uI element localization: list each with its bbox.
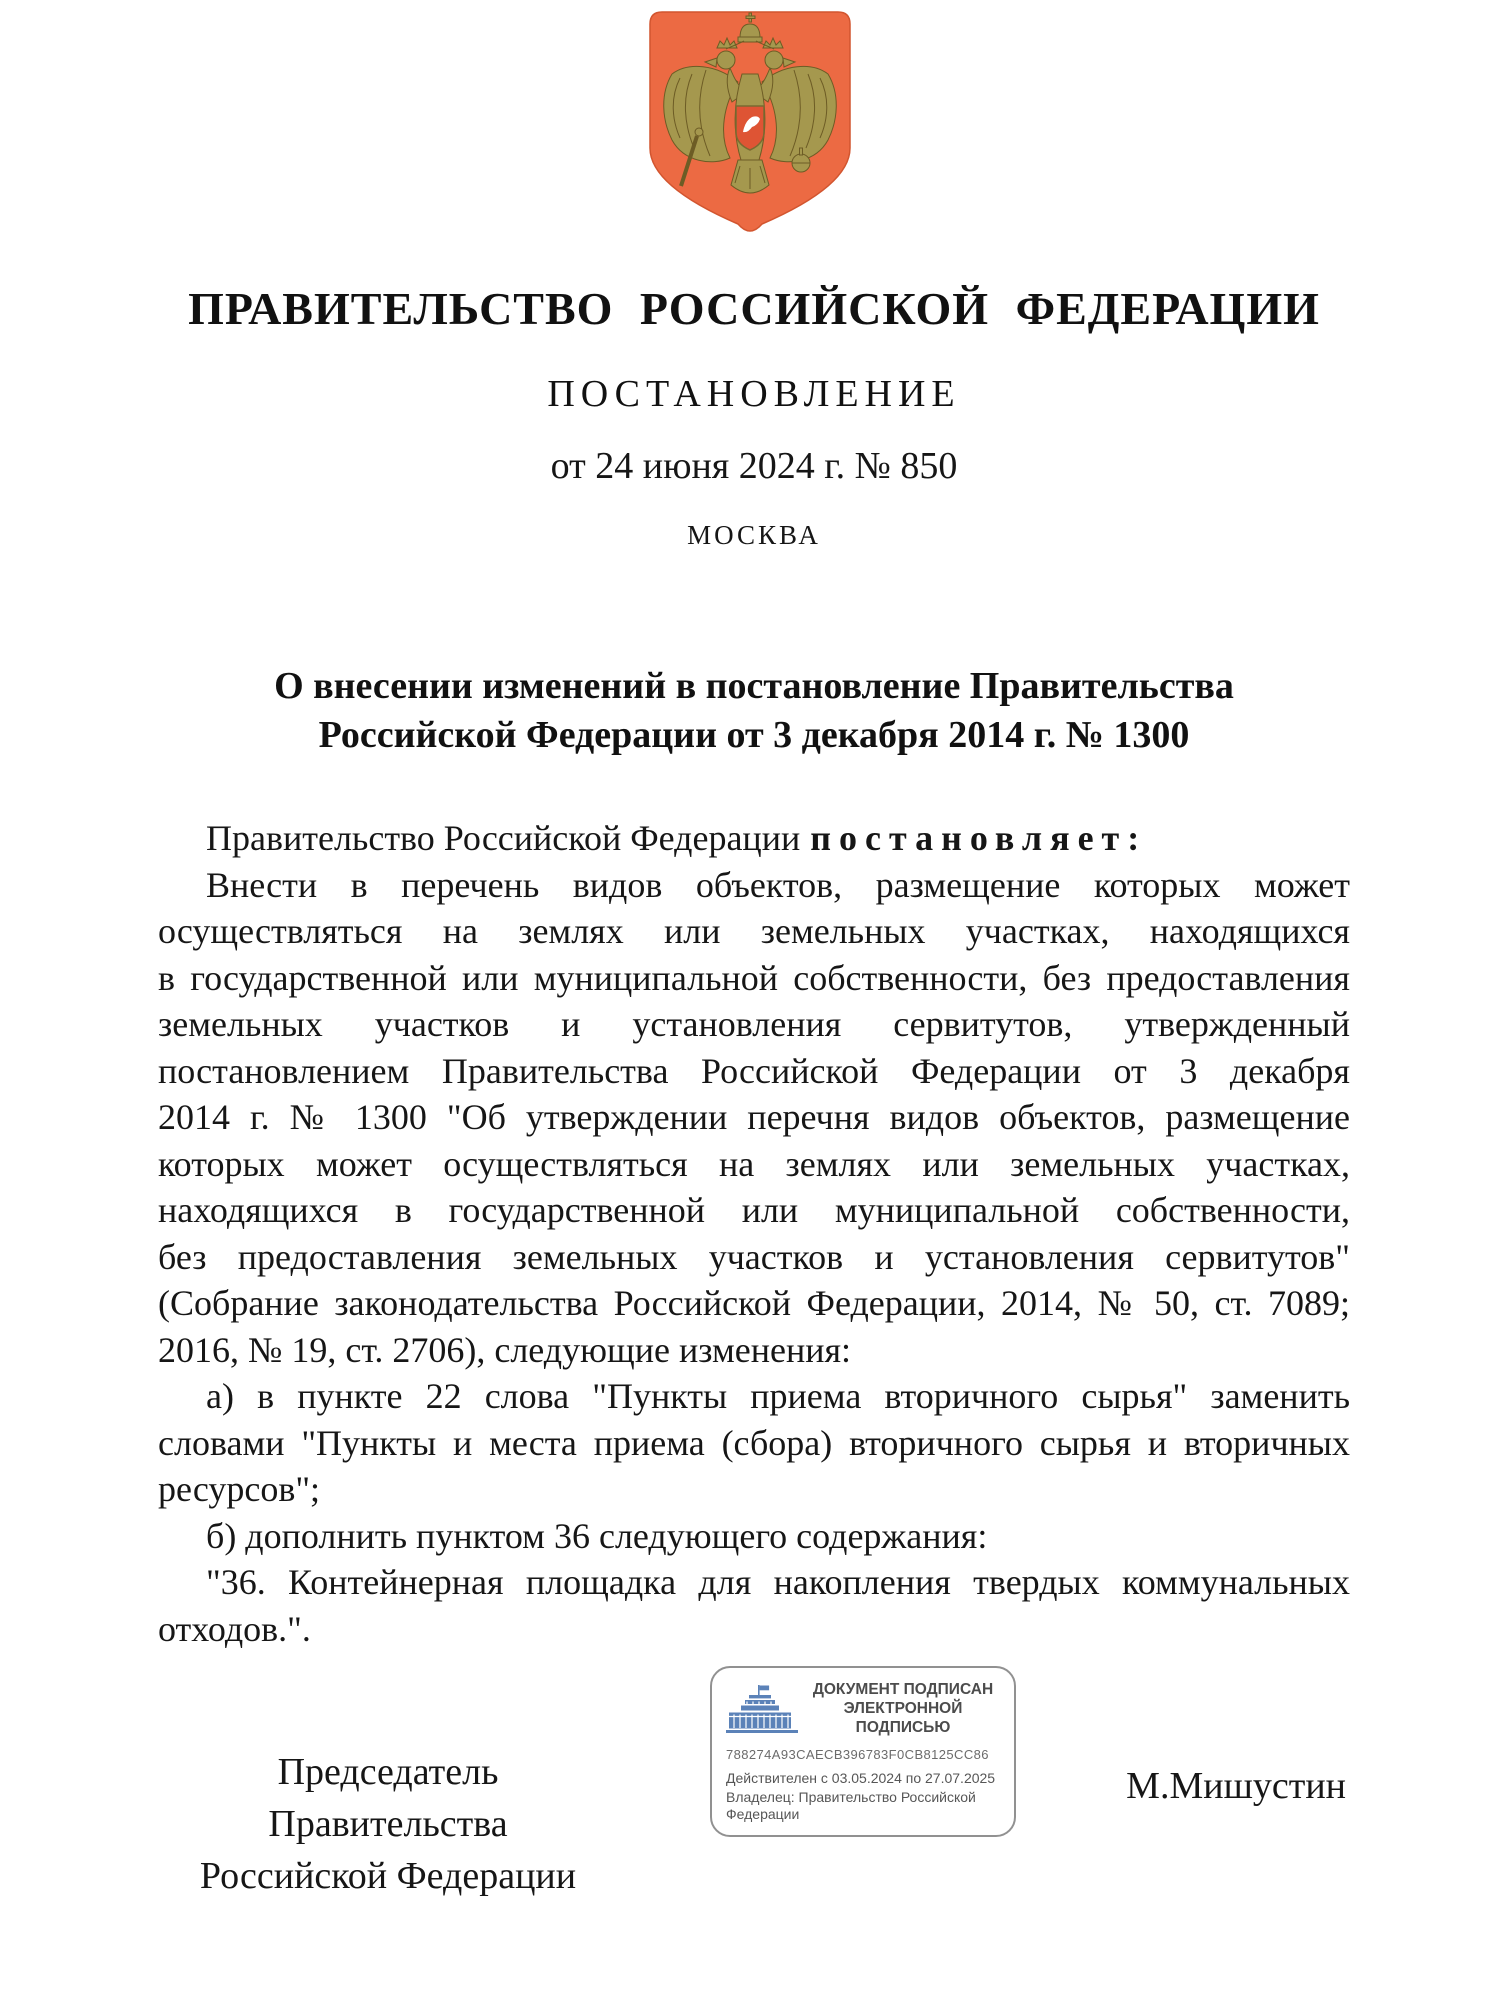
certificate-owner-line-1: Владелец: Правительство Российской	[726, 1789, 976, 1805]
stamp-title-line-2: ЭЛЕКТРОННОЙ ПОДПИСЬЮ	[843, 1700, 963, 1736]
signer-position-line-1: Председатель Правительства	[268, 1751, 508, 1845]
document-date-number: от 24 июня 2024 г. № 850	[550, 445, 958, 487]
body-line: "36. Контейнерная площадка для накопления твердых коммунальных	[206, 1562, 1350, 1602]
stamp-title-line-1: ДОКУМЕНТ ПОДПИСАН	[812, 1681, 994, 1698]
signature-section	[158, 1666, 1350, 1996]
intro-text: Правительство Российской Федерации	[206, 818, 801, 858]
document-type-heading: ПОСТАНОВЛЕНИЕ	[547, 373, 961, 415]
body-line: 2016, № 19, ст. 2706), следующие изменения:	[158, 1329, 852, 1370]
body-line: а) в пункте 22 слова "Пункты приема вторичного сырья" заменить	[206, 1376, 1350, 1416]
intro-emphasis: постановляет:	[810, 818, 1148, 858]
signer-position	[164, 1746, 612, 1902]
signer-position-line-2: Российской Федерации	[199, 1855, 577, 1897]
subject-line-1: О внесении изменений в постановление Правительства	[274, 665, 1234, 707]
body-line: словами "Пункты и места приема (сбора) вторичного сырья и вторичных	[158, 1422, 1350, 1463]
body-line: б) дополнить пунктом 36 следующего содержания:	[206, 1515, 988, 1556]
body-line: осуществляться на землях или земельных участках, находящихся	[158, 911, 1350, 951]
certificate-owner-line-2: Федерации	[726, 1806, 800, 1822]
russia-coat-of-arms-icon	[646, 8, 854, 234]
certificate-number: 788274A93CAECB396783F0CB8125CC86	[726, 1747, 989, 1762]
body-line: 2014 г. № 1300 "Об утверждении перечня видов объектов, размещение	[158, 1097, 1350, 1137]
signer-name: М.Мишустин	[1126, 1765, 1346, 1807]
body-line: земельных участков и установления сервитутов, утвержденный	[158, 1004, 1350, 1044]
body-line: отходов.".	[158, 1608, 311, 1649]
certificate-owner	[726, 1789, 1000, 1823]
document-city: МОСКВА	[687, 520, 821, 550]
document-content	[0, 283, 1500, 1996]
body-line: без предоставления земельных участков и установления сервитутов"	[158, 1236, 1350, 1277]
validity-period: Действителен с 03.05.2024 по 27.07.2025	[726, 1770, 996, 1786]
intro-line	[158, 815, 1350, 862]
body-line: находящихся в государственной или муниципальной собственности,	[158, 1190, 1350, 1230]
issuer-title: ПРАВИТЕЛЬСТВО РОССИЙСКОЙ ФЕДЕРАЦИИ	[188, 283, 1320, 334]
subject-line-2: Российской Федерации от 3 декабря 2014 г. № 1300	[318, 714, 1190, 756]
body-line: постановлением Правительства Российской Федерации от 3 декабря	[158, 1050, 1350, 1091]
body-line: (Собрание законодательства Российской Федерации, 2014, № 50, ст. 7089;	[158, 1283, 1350, 1323]
digital-signature-stamp	[710, 1666, 1016, 1837]
stamp-title	[806, 1680, 1000, 1737]
body-line: ресурсов";	[158, 1469, 321, 1509]
stamp-header	[726, 1680, 1000, 1737]
body-line: Внести в перечень видов объектов, размещение которых может	[206, 864, 1350, 905]
body-line: в государственной или муниципальной собственности, без предоставления	[158, 957, 1350, 998]
document-subject	[158, 662, 1350, 760]
document-body	[158, 815, 1350, 1652]
body-line: которых может осуществляться на землях или земельных участках,	[158, 1143, 1350, 1184]
government-building-icon	[726, 1685, 798, 1733]
